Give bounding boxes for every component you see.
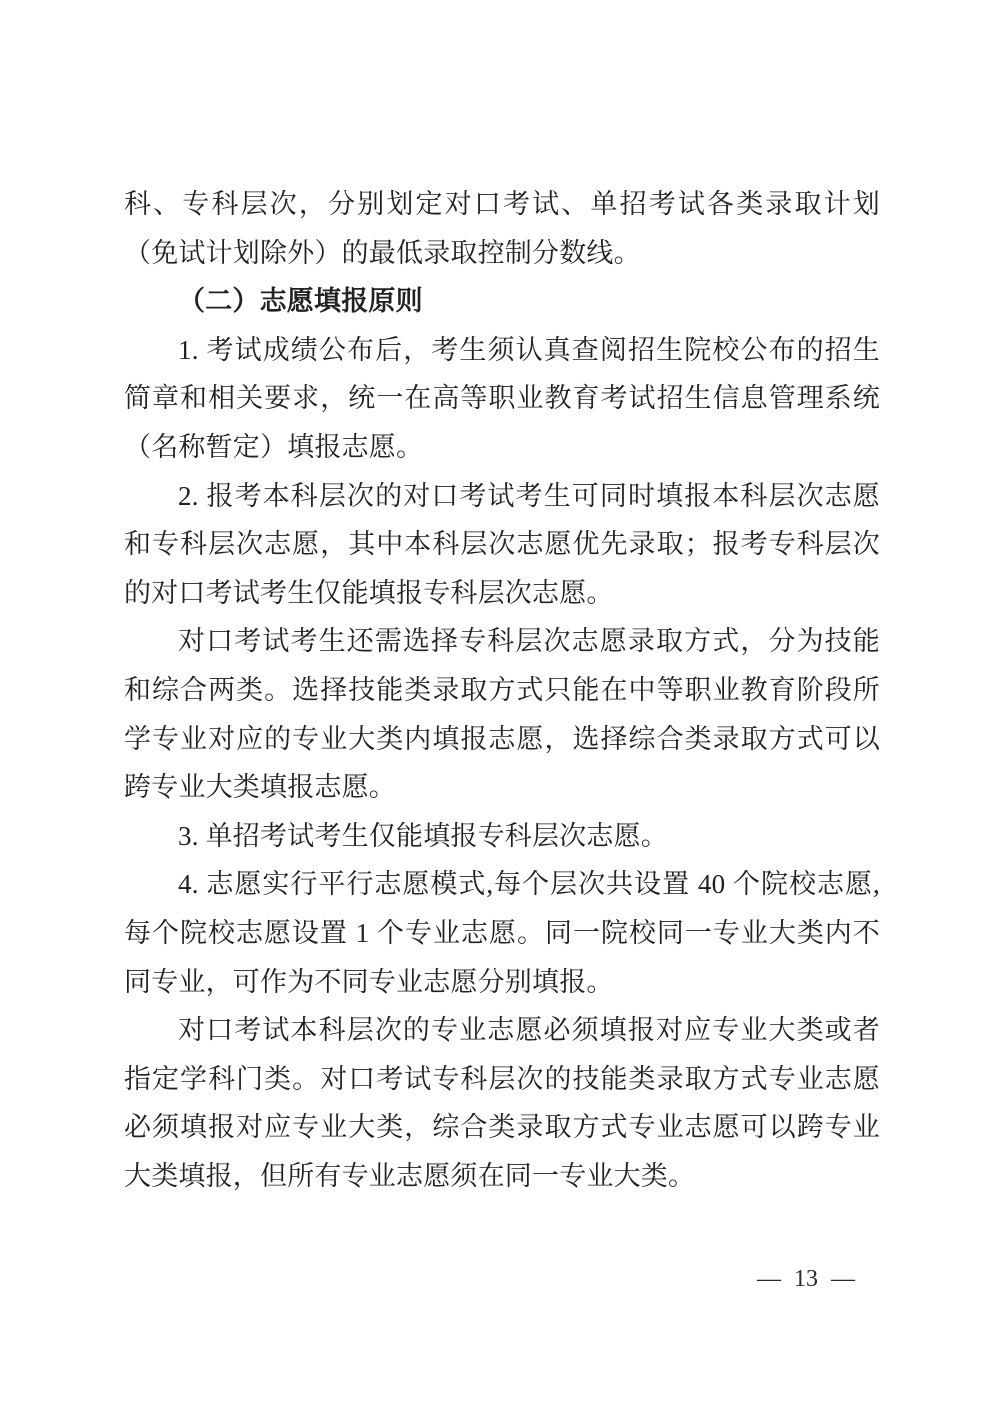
paragraph-body: 对口考试本科层次的专业志愿必须填报对应专业大类或者指定学科门类。对口考试专科层次的技能类录取方式专业志愿必须填报对应专业大类，综合类录取方式专业志愿可以跨专业大类填报，但所有专业志愿须在同一专业大类。 xyxy=(124,1015,880,1191)
paragraph-continuation: 科、专科层次，分别划定对口考试、单招考试各类录取计划（免试计划除外）的最低录取控制分数线。 xyxy=(124,189,880,268)
paragraph-item-2: 2. 报考本科层次的对口考试考生可同时填报本科层次志愿和专科层次志愿，其中本科层次志愿优先录取；报考专科层次的对口考试考生仅能填报专科层次志愿。 xyxy=(124,480,880,608)
paragraph-item-1: 1. 考试成绩公布后，考生须认真查阅招生院校公布的招生简章和相关要求，统一在高等职业教育考试招生信息管理系统（名称暂定）填报志愿。 xyxy=(124,334,880,462)
paragraph-item-4: 4. 志愿实行平行志愿模式,每个层次共设置 40 个院校志愿,每个院校志愿设置 1 个专业志愿。同一院校同一专业大类内不同专业，可作为不同专业志愿分别填报。 xyxy=(124,869,880,997)
paragraph-body: 对口考试考生还需选择专科层次志愿录取方式，分为技能和综合两类。选择技能类录取方式只能在中等职业教育阶段所学专业对应的专业大类内填报志愿，选择综合类录取方式可以跨专业大类填报志愿。 xyxy=(124,626,880,803)
page-number: — 13 — xyxy=(757,1266,855,1292)
paragraph-item-3: 3. 单招考试考生仅能填报专科层次志愿。 xyxy=(178,820,668,851)
section-heading: （二）志愿填报原则 xyxy=(178,286,423,317)
document-body xyxy=(124,180,880,1200)
